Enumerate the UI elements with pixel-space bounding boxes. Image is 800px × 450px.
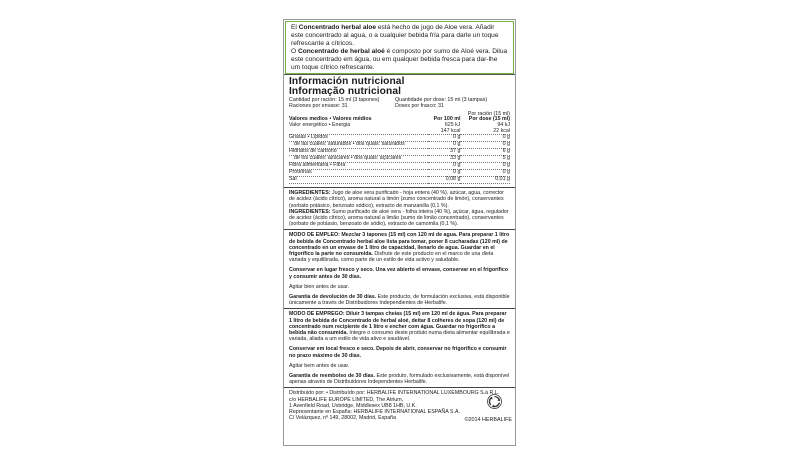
nutrient-label: Sal	[289, 177, 428, 184]
nutrient-label: de los cuales: azúcares • dos quais: açúcares	[289, 156, 428, 163]
distributor-box	[284, 387, 515, 423]
nutrient-per100: 33 g	[428, 156, 460, 163]
portions-pt: Doses por frasco: 31	[395, 102, 444, 109]
nutrient-per-ration: 6 g	[460, 149, 510, 156]
nutrient-per100: 0 g	[428, 135, 460, 142]
recycle-icon	[487, 394, 502, 409]
serving-es: Cantidad por ración: 15 ml (3 tapones)	[289, 96, 380, 103]
nutrient-label: Proteínas	[289, 170, 428, 177]
usage-es-box	[284, 229, 515, 308]
distributor-line-1: Distribuido por: • Distribuído por: HERBALIFE INTERNATIONAL LUXEMBOURG S.à R.L.	[289, 390, 500, 397]
nutrition-row	[289, 177, 510, 184]
portions-row	[289, 103, 510, 109]
nutrient-per100: 0,08 g	[428, 177, 460, 184]
nutrient-per-ration: 0 g	[460, 170, 510, 177]
nutrient-per100: 625 kJ	[444, 121, 461, 128]
nutrient-label: Fibra alimentaria • Fibra	[289, 163, 428, 170]
nutrient-per100: 37 g	[428, 149, 460, 156]
usage-pt-main: MODO DE EMPREGO: Diluir 3 tampas cheias (15 ml) em 120 ml de água. Para preparar 1 litro de bebida de Concentrado de herbal aloé, deitar 8 colheres de sopa (120 ml) de concentrado num recipiente de 1 litro e encher com água. Guardar no frigorífico a bebida não consumida. Integre o consumo deste produto numa dieta alimentar equilibrada e variada, aliada a um estilo de vida ativo e saudável.	[289, 311, 510, 343]
nutrient-per-ration: 22 kcal	[460, 129, 510, 135]
nutrient-per100: 0 g	[428, 163, 460, 170]
nutrient-label: Grasas • Lípidos	[289, 135, 428, 142]
ingredients-es: INGREDIENTES: Jugo de aloe vera purificado - hoja entera (40 %), azúcar, agua, corrector de acidez (ácido cítrico), aroma natural a limón (zumo concentrado de limón), conservantes (sorbato potásico, benzoato sódico), extracto de manzanilla (0,1 %).	[289, 190, 504, 209]
product-label	[283, 19, 516, 446]
usage-es-storage: Conservar en lugar fresco y seco. Una vez abierto el envase, conservar en el frigorífico y consumir antes de 30 días.	[289, 267, 509, 280]
distributor-line-5: C/ Velázquez, nº 149, 28002, Madrid, España	[289, 415, 397, 422]
nutrition-title-es: Información nutricional	[289, 76, 405, 88]
ration-header-2: Por dose (15 ml)	[468, 115, 510, 122]
intro-box	[285, 21, 514, 74]
ingredients-pt: INGREDIENTES: Sumo purificado de aloé vera - folha inteira (40 %), açúcar, água, regulador de acidez (ácido cítrico), aroma natural a limão (sumo de limão concentrado), conservantes (sorbato de potássio, benzoato de sódio), extracto de camomila (0,1 %).	[289, 208, 509, 228]
nutrient-per-ration: 94 kJ	[497, 121, 510, 128]
usage-pt-shake: Agitar bem antes de usar.	[289, 362, 350, 369]
nutrient-per-ration: 0,01 g	[460, 177, 510, 184]
distributor-line-4: Representante en España: HERBALIFE INTERNATIONAL ESPAÑA S.A.	[289, 409, 460, 416]
nutrient-label: de las cuales: saturados • dos quais: saturados	[289, 142, 428, 149]
intro-es: El Concentrado herbal aloe está hecho de jugo de Aloe vera. Añadir este concentrado al agua, o a cualquier bebida fría para darle un toque refrescante a cítricos.	[291, 24, 499, 47]
nutrient-per100: 147 kcal	[428, 129, 460, 135]
nutrition-section	[284, 74, 515, 184]
nutrition-title-pt: Informação nutricional	[289, 86, 402, 98]
ration-header-1: Por ración (15 ml)	[467, 110, 510, 117]
distributor-line-2: c/o HERBALIFE EUROPE LIMITED, The Atrium,	[289, 396, 404, 403]
nutrient-per-ration: 0 g	[460, 142, 510, 149]
usage-pt-guarantee: Garantia de reembolso de 30 dias. Este produto, formulado exclusivamente, está disponível apenas através de Distribuidores Independentes Herbalife.	[289, 373, 510, 386]
copyright-text: ©2014 HERBALIFE	[464, 417, 512, 424]
usage-pt-storage: Conservar em local fresco e seco. Depois de abrir, conservar no frigorífico e consumir no prazo máximo de 30 dias.	[289, 346, 507, 359]
nutrition-table	[289, 117, 510, 185]
distributor-line-3: 1 Avenfield Road, Uxbridge, Middlesex UB8 1HB, U.K.	[289, 402, 417, 409]
nutrition-rows	[289, 123, 510, 184]
serving-pt: Quantidade por dose: 15 ml (3 tampas)	[395, 96, 488, 103]
per100-header: Por 100 ml	[433, 115, 461, 122]
nutrient-per-ration: 5 g	[460, 156, 510, 163]
nutrient-label: Hidratos de carbono	[289, 149, 428, 156]
values-header: Valores medios • Valores médios	[289, 115, 372, 122]
usage-es-shake: Agitar bien antes de usar.	[289, 283, 350, 290]
nutrient-per-ration: 0 g	[460, 135, 510, 142]
nutrient-label: Valor energético • Energia	[289, 121, 351, 128]
ingredients-box	[284, 187, 515, 229]
nutrient-per-ration: 0 g	[460, 163, 510, 170]
nutrition-row	[289, 163, 510, 170]
usage-es-guarantee: Garantía de devolución de 30 días. Este producto, de formulación exclusiva, está disponible únicamente a través de Distribuidores Independientes de Herbalife.	[289, 294, 510, 307]
usage-pt-box	[284, 308, 515, 387]
usage-es-main: MODO DE EMPLEO: Mezclar 3 tapones (15 ml) con 120 ml de agua. Para preparar 1 litro de bebida de Concentrado herbal aloe lista para tomar, poner 8 cucharadas (120 ml) de concentrado en un envase de 1 litro de capacidad, llenarlo de agua. Guardar en el frigorífico la parte no consumida. Disfrute de este producto en el marco de una dieta variada y equilibrada, como parte de un estilo de vida activo y saludable.	[289, 232, 510, 264]
intro-pt: O Concentrado de herbal aloé é composto por sumo de Aloé vera. Dilua este concentrado em água, ou em qualquer bebida fresca para dar-lhe um toque cítrico refrescante.	[291, 47, 508, 71]
nutrient-per100: 0 g	[428, 170, 460, 177]
portions-es: Raciones por envase: 31	[289, 102, 348, 109]
nutrition-row	[289, 170, 510, 177]
nutrient-per100: 0 g	[428, 142, 460, 149]
